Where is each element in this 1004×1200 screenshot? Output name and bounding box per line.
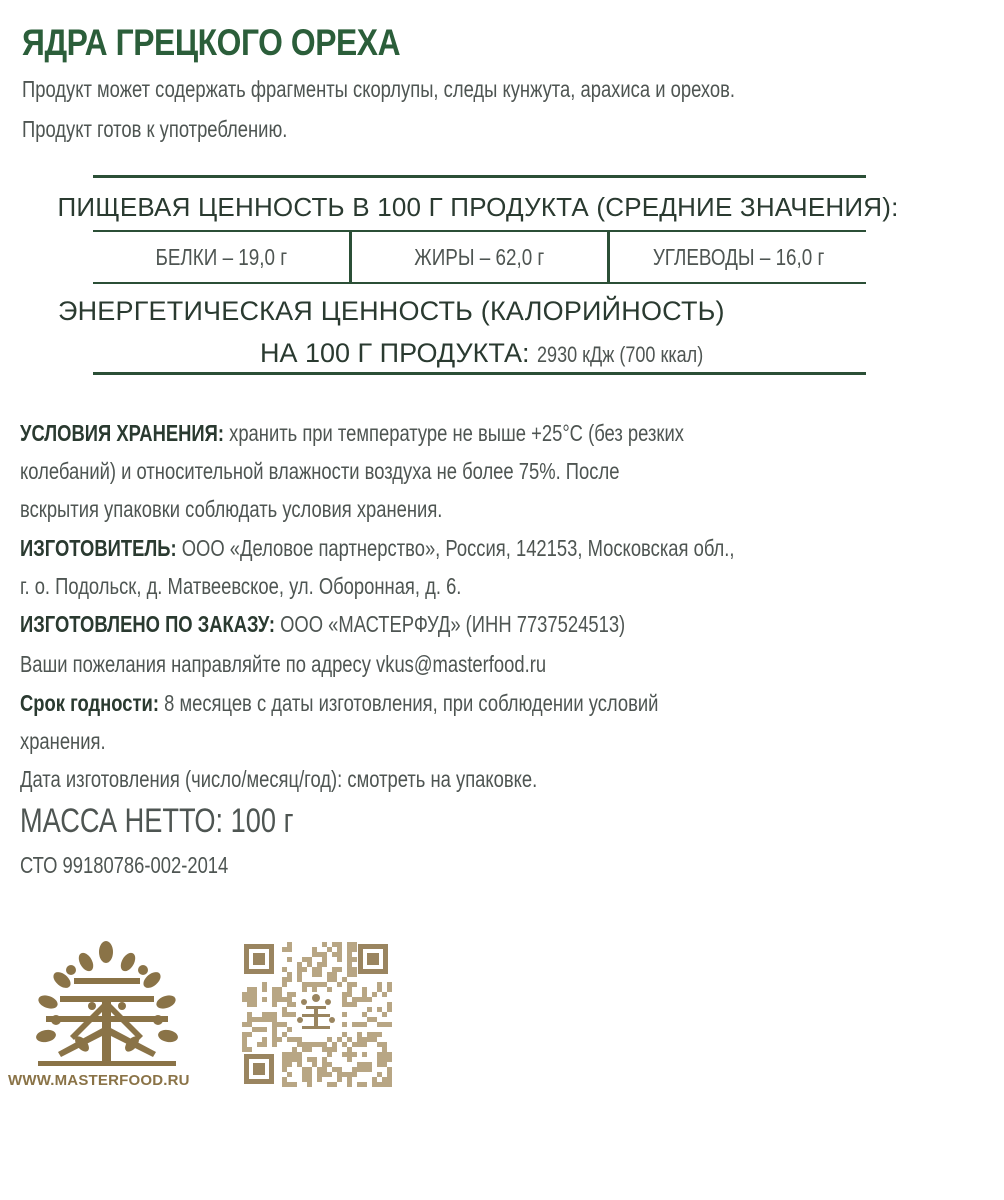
net-mass: МАССА НЕТТО: 100 г xyxy=(20,802,294,840)
protein-cell xyxy=(93,232,349,282)
manufacturer-label: ИЗГОТОВИТЕЛЬ: xyxy=(20,535,177,561)
shelf-life-label: Срок годности: xyxy=(20,690,159,716)
product-title: ЯДРА ГРЕЦКОГО ОРЕХА xyxy=(22,22,401,63)
standard-code: СТО 99180786-002-2014 xyxy=(20,852,229,878)
website-link[interactable]: WWW.MASTERFOOD.RU xyxy=(8,1072,190,1089)
shelf-life-info xyxy=(20,684,658,760)
ordered-by-label: ИЗГОТОВЛЕНО ПО ЗАКАЗУ: xyxy=(20,611,275,637)
storage-text-2: колебаний) и относительной влажности воздуха не более 75%. После xyxy=(20,458,620,484)
carbs-value: УГЛЕВОДЫ – 16,0 г xyxy=(652,243,824,270)
contacts-line: Ваши пожелания направляйте по адресу vkus@masterfood.ru xyxy=(20,651,547,677)
shelf-life-text-2: хранения. xyxy=(20,728,106,754)
qr-code-icon xyxy=(240,940,392,1088)
manufacture-date-note: Дата изготовления (число/месяц/год): смотреть на упаковке. xyxy=(20,766,538,792)
fat-cell xyxy=(352,232,608,282)
ready-to-eat-note: Продукт готов к употреблению. xyxy=(22,116,288,142)
carbs-cell xyxy=(610,232,866,282)
divider-bottom xyxy=(93,372,866,375)
shelf-life-text-1: 8 месяцев с даты изготовления, при соблюдении условий xyxy=(164,690,659,716)
tree-logo-icon xyxy=(36,940,178,1070)
protein-value: БЕЛКИ – 19,0 г xyxy=(154,243,287,270)
shell-fragments-note: Продукт может содержать фрагменты скорлупы, следы кунжута, арахиса и орехов. xyxy=(22,76,736,102)
storage-label: УСЛОВИЯ ХРАНЕНИЯ: xyxy=(20,420,224,446)
energy-line xyxy=(260,338,740,369)
manufacturer-text-1: ООО «Деловое партнерство», Россия, 142153, Московская обл., xyxy=(181,535,735,561)
fat-value: ЖИРЫ – 62,0 г xyxy=(414,243,545,270)
ordered-by-value: ООО «МАСТЕРФУД» (ИНН 7737524513) xyxy=(280,611,626,637)
nutrition-header: ПИЩЕВАЯ ЦЕННОСТЬ В 100 Г ПРОДУКТА (СРЕДНИЕ ЗНАЧЕНИЯ): xyxy=(57,192,899,222)
divider-table-bottom xyxy=(93,282,866,284)
storage-conditions xyxy=(20,414,684,528)
energy-label: НА 100 Г ПРОДУКТА: xyxy=(260,338,530,368)
ordered-by-info xyxy=(20,605,625,643)
manufacturer-info xyxy=(20,529,734,605)
storage-text-1: хранить при температуре не выше +25°С (без резких xyxy=(229,420,684,446)
nutrition-table xyxy=(93,232,866,282)
storage-text-3: вскрытия упаковки соблюдать условия хранения. xyxy=(20,496,443,522)
energy-heading: ЭНЕРГЕТИЧЕСКАЯ ЦЕННОСТЬ (КАЛОРИЙНОСТЬ) xyxy=(58,296,725,326)
manufacturer-text-2: г. о. Подольск, д. Матвеевское, ул. Оборонная, д. 6. xyxy=(20,573,462,599)
divider-top xyxy=(93,175,866,178)
energy-value: 2930 кДж (700 ккал) xyxy=(537,342,704,367)
